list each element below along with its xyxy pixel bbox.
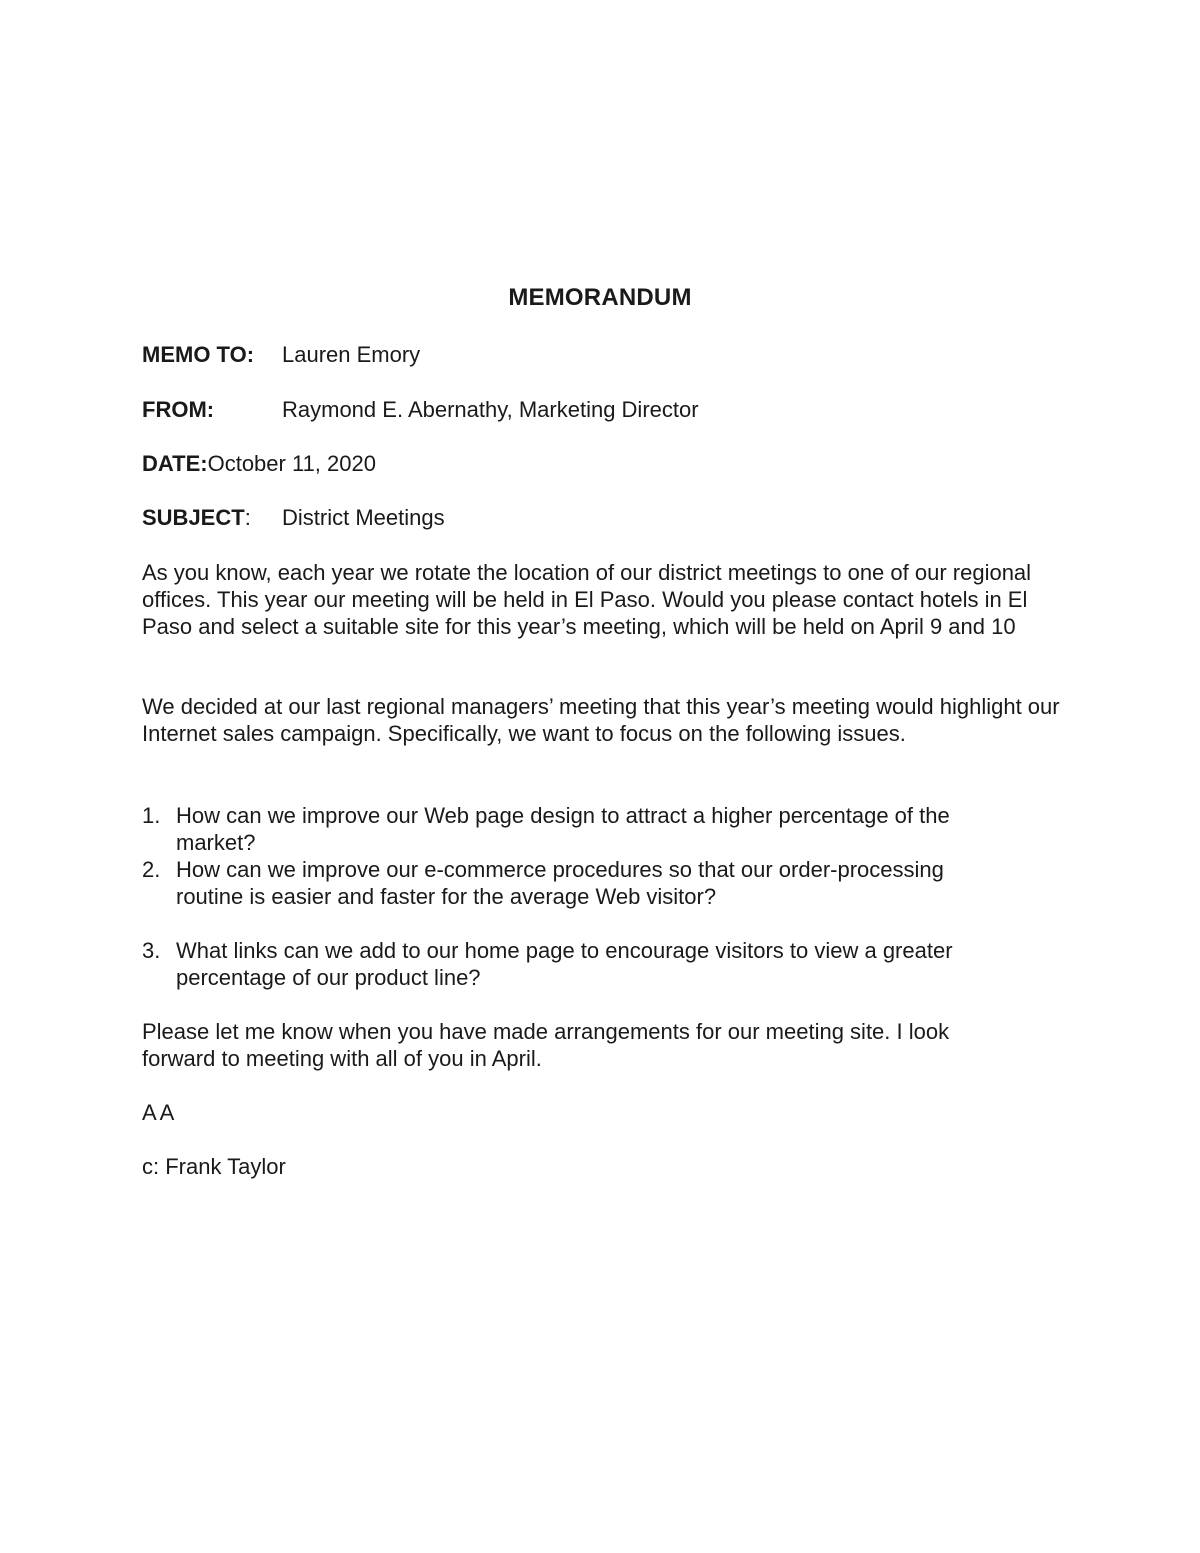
list-item-text: How can we improve our e-commerce procedures so that our order-processing routine is easier and faster for the average Web visitor? xyxy=(176,857,944,909)
closing-paragraph: Please let me know when you have made arrangements for our meeting site. I look forward to meeting with all of you in April. xyxy=(142,1019,950,1071)
subject-label-group xyxy=(142,504,282,531)
body-paragraph-1: As you know, each year we rotate the location of our district meetings to one of our regional offices. This year our meeting will be held in El Paso. Would you please contact hotels in El Paso and select a suitable site for this year’s meeting, which will be held on April 9 and 10 xyxy=(142,560,1032,639)
list-item xyxy=(142,937,1016,991)
body-paragraph-2: We decided at our last regional managers’ meeting that this year’s meeting would highlight our Internet sales campaign. Specifically, we want to focus on the following issues. xyxy=(142,694,1060,746)
subject-row xyxy=(142,504,445,531)
from-row xyxy=(142,396,699,423)
memo-title: MEMORANDUM xyxy=(508,284,692,311)
subject-label: SUBJECT xyxy=(142,505,245,530)
subject-value: District Meetings xyxy=(282,505,445,530)
list-item-number: 2. xyxy=(142,857,161,882)
date-value: October 11, 2020 xyxy=(207,451,376,476)
memo-to-row xyxy=(142,341,420,368)
list-item xyxy=(142,856,1016,910)
list-item-text: How can we improve our Web page design to attract a higher percentage of the market? xyxy=(176,803,950,855)
list-item-number: 1. xyxy=(142,803,161,828)
from-label: FROM: xyxy=(142,397,215,422)
from-value: Raymond E. Abernathy, Marketing Director xyxy=(282,397,699,422)
initials: AA xyxy=(142,1100,178,1125)
subject-colon: : xyxy=(244,505,251,530)
list-item-text: What links can we add to our home page to encourage visitors to view a greater percentage of our product line? xyxy=(176,938,953,990)
date-row xyxy=(142,450,376,477)
list-item xyxy=(142,802,1016,856)
memo-to-label: MEMO TO: xyxy=(142,342,255,367)
cc-line: c: Frank Taylor xyxy=(142,1154,286,1179)
issues-list xyxy=(142,802,1072,991)
memo-to-value: Lauren Emory xyxy=(282,342,421,367)
list-item-number: 3. xyxy=(142,938,161,963)
date-label: DATE: xyxy=(142,451,208,476)
